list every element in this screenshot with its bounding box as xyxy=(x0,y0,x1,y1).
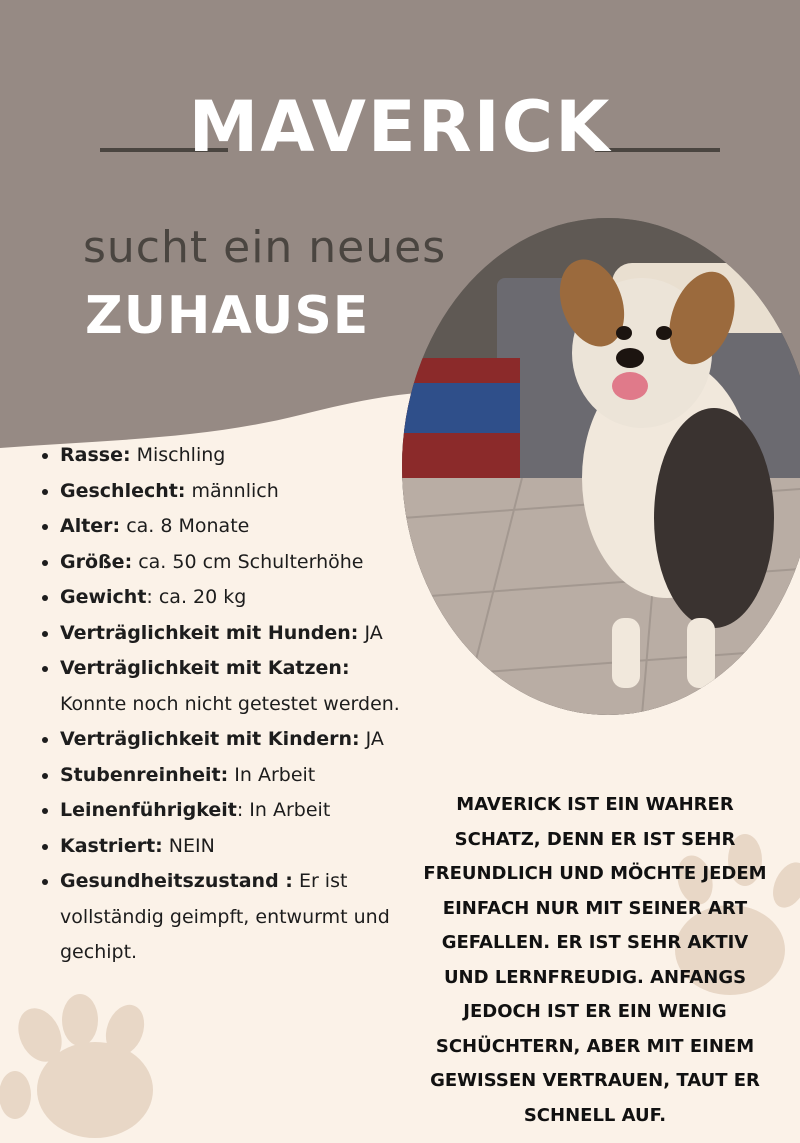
list-item: • Stubenreinheit: In Arbeit xyxy=(60,758,410,794)
dog-photo xyxy=(402,218,800,715)
description-text: MAVERICK IST EIN WAHRER SCHATZ, DENN ER IST SEHR FREUNDLICH UND MÖCHTE JEDEM EINFACH NUR MIT SEINER ART GEFALLEN. ER IST SEHR AKTIV UND LERNFREUDIG. ANFANGS JEDOCH IST ER EIN WENIG SCHÜCHTERN, ABER MIT EINEM GEWISSEN VERTRAUEN, TAUT ER SCHNELL AUF. xyxy=(423,794,767,1126)
list-item: • Alter: ca. 8 Monate xyxy=(60,509,410,545)
paw-print-icon xyxy=(0,994,153,1138)
list-item: • Gewicht: ca. 20 kg xyxy=(60,580,410,616)
list-item: • Leinenführigkeit: In Arbeit xyxy=(60,793,410,829)
list-item: • Gesundheitszustand : Er ist vollständig geimpft, entwurmt und gechipt. xyxy=(60,864,410,971)
list-item: • Verträglichkeit mit Hunden: JA xyxy=(60,616,410,652)
dog-details-list xyxy=(40,438,410,971)
subtitle-emphasis: ZUHAUSE xyxy=(85,286,370,346)
subtitle: sucht ein neues xyxy=(83,222,447,273)
list-item: • Kastriert: NEIN xyxy=(60,829,410,865)
list-item: • Verträglichkeit mit Katzen: Konnte noch nicht getestet werden. xyxy=(60,651,410,722)
page-title: MAVERICK xyxy=(188,86,612,168)
list-item: • Rasse: Mischling xyxy=(60,438,410,474)
list-item: • Verträglichkeit mit Kindern: JA xyxy=(60,722,410,758)
dog-photo-illustration xyxy=(402,218,800,715)
list-item: • Geschlecht: männlich xyxy=(60,474,410,510)
list-item: • Größe: ca. 50 cm Schulterhöhe xyxy=(60,545,410,581)
